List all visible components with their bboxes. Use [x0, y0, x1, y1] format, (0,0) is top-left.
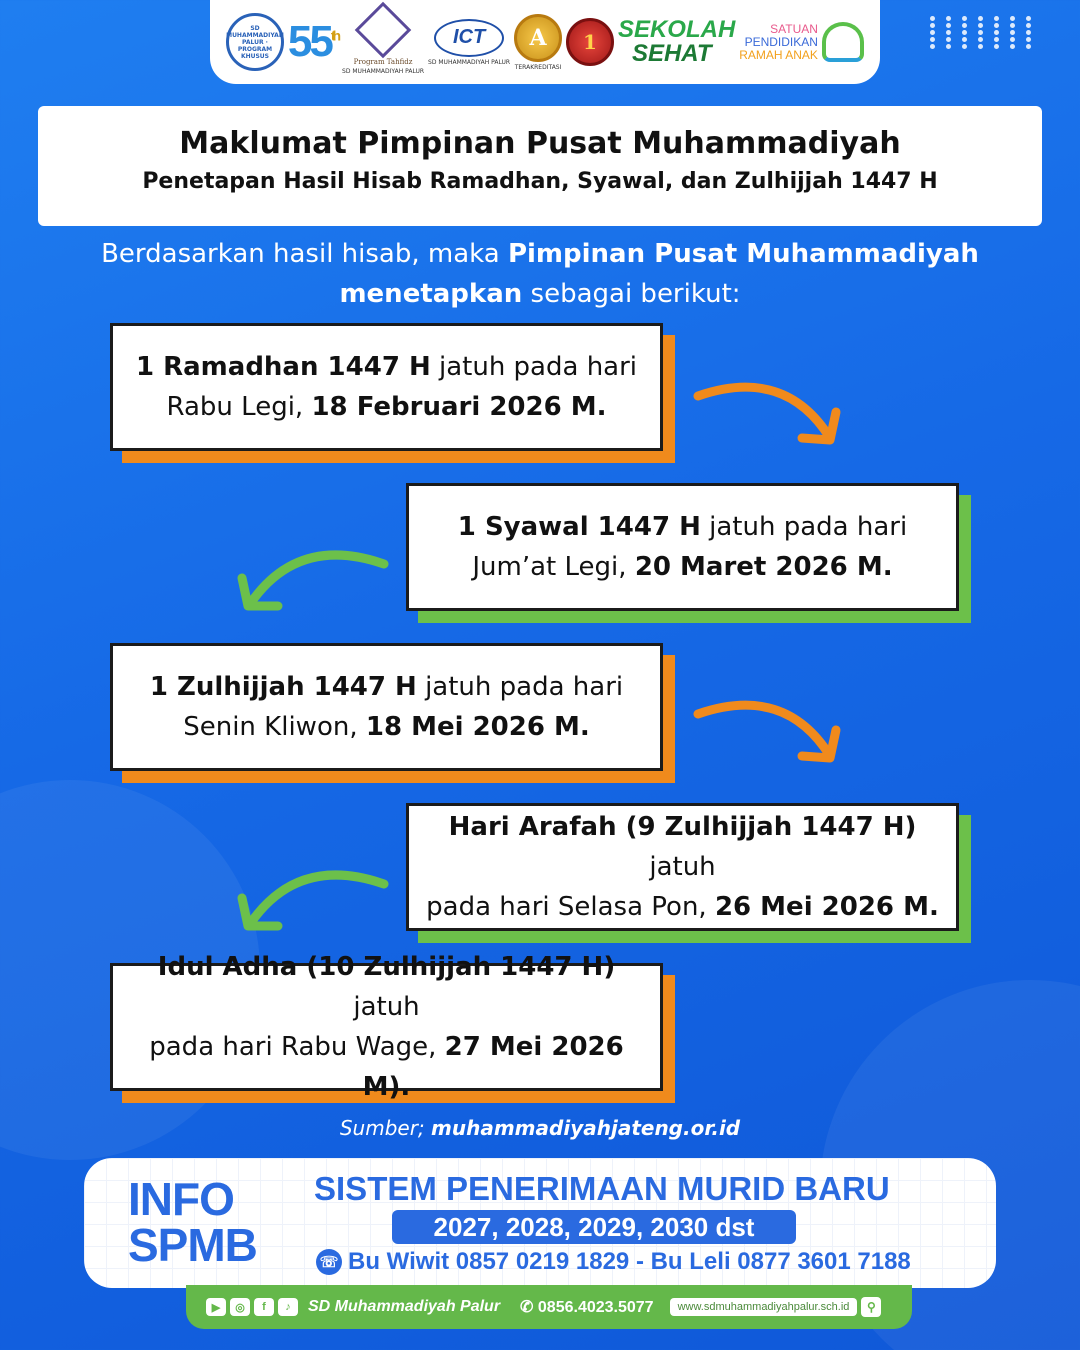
title-card [38, 106, 1042, 226]
ict-label: ICT [434, 19, 504, 57]
event-day: Senin Kliwon, [183, 712, 366, 742]
sekolah-text: SEKOLAH [617, 16, 736, 43]
event-date-bold: 1 Zulhijjah 1447 H [149, 672, 417, 702]
event-date-bold: Idul Adha (10 Zulhijjah 1447 H) [157, 952, 616, 982]
anniversary-logo [288, 17, 338, 67]
event-text: jatuh pada hari [416, 672, 624, 702]
event-card-idul-adha [110, 952, 663, 1102]
tahfidz-logo [342, 10, 424, 75]
event-text: jatuh [649, 852, 716, 882]
logo-bar [210, 0, 880, 84]
anniversary-number: 55 [287, 17, 331, 66]
school-emblem-icon [226, 13, 284, 71]
event-date-bold: 1 Ramadhan 1447 H [135, 352, 431, 382]
event-gregorian: 18 Februari 2026 M. [311, 392, 607, 422]
tiktok-icon[interactable]: ♪ [278, 1298, 298, 1316]
tahfidz-label: Program Tahfidz [353, 57, 413, 66]
satuan-text: SATUAN [770, 21, 818, 36]
accreditation-badge-icon: A [514, 14, 562, 62]
school-logo [226, 13, 284, 71]
sehat-text: SEHAT [631, 40, 712, 67]
event-text: jatuh pada hari [700, 512, 908, 542]
event-date-bold: Hari Arafah (9 Zulhijjah 1447 H) [448, 812, 917, 842]
dot-pattern [930, 16, 1040, 49]
event-gregorian: 20 Maret 2026 M. [634, 552, 893, 582]
source-label: Sumber; [339, 1116, 432, 1140]
spmb-years: 2027, 2028, 2029, 2030 dst [392, 1210, 796, 1244]
ict-sub: SD MUHAMMADIYAH PALUR [428, 58, 511, 66]
intro-part1: Berdasarkan hasil hisab, maka [101, 239, 508, 269]
event-gregorian: 26 Mei 2026 M. [714, 892, 939, 922]
ramah-anak-logo [739, 22, 864, 62]
intro-bold2: menetapkan [339, 279, 523, 309]
accreditation-logo [514, 14, 562, 71]
event-gregorian: 18 Mei 2026 M. [365, 712, 590, 742]
arrow-right-down-icon [690, 376, 850, 452]
school-name: SD Muhammadiyah Palur [308, 1298, 501, 1315]
intro-text [0, 234, 1080, 314]
info-text: INFO [128, 1173, 234, 1225]
event-date-bold: 1 Syawal 1447 H [457, 512, 701, 542]
event-day: Jum’at Legi, [472, 552, 635, 582]
contact-numbers: Bu Wiwit 0857 0219 1829 - Bu Leli 0877 3601 7188 [348, 1248, 911, 1275]
spmb-title: SISTEM PENERIMAAN MURID BARU [314, 1170, 890, 1207]
school-badge-text: SD MUHAMMADIYAH PALUR · PROGRAM KHUSUS [226, 24, 284, 60]
quality-badge-icon: 1 [566, 18, 614, 66]
arrow-right-down-icon [690, 694, 850, 770]
event-day: Rabu Legi, [166, 392, 312, 422]
event-gregorian: 27 Mei 2026 M). [362, 1032, 624, 1102]
intro-bold1: Pimpinan Pusat Muhammadiyah [507, 239, 979, 269]
spmb-banner [84, 1158, 996, 1288]
info-spmb-logo [128, 1173, 257, 1271]
tahfidz-sub: SD MUHAMMADIYAH PALUR [342, 67, 425, 75]
ict-logo [428, 19, 510, 66]
event-card-zulhijjah [110, 643, 663, 771]
source-line [0, 1116, 1080, 1140]
event-card-arafah [406, 803, 959, 931]
spmb-text: SPMB [128, 1219, 257, 1271]
event-text: jatuh pada hari [430, 352, 638, 382]
page-title: Maklumat Pimpinan Pusat Muhammadiyah [179, 126, 901, 161]
whatsapp-number: ✆ 0856.4023.5077 [520, 1299, 654, 1316]
intro-part2: sebagai berikut: [522, 279, 741, 309]
pendidikan-text: PENDIDIKAN [744, 34, 818, 49]
website-link[interactable]: www.sdmuhammadiyahpalur.sch.id [670, 1298, 858, 1316]
youtube-icon[interactable]: ▶ [206, 1298, 226, 1316]
event-day: pada hari Rabu Wage, [149, 1032, 445, 1062]
event-card-syawal [406, 483, 959, 611]
footer-bar [186, 1285, 912, 1329]
page-subtitle: Penetapan Hasil Hisab Ramadhan, Syawal, dan Zulhijjah 1447 H [142, 169, 938, 194]
tahfidz-star-icon [355, 1, 412, 58]
anniversary-suffix: th [330, 27, 339, 44]
facebook-icon[interactable]: f [254, 1298, 274, 1316]
event-text: jatuh [353, 992, 420, 1022]
phone-icon: ☏ [316, 1249, 342, 1275]
ramah-anak-text: RAMAH ANAK [739, 47, 818, 62]
accreditation-sub: TERAKREDITASI [514, 63, 562, 71]
sekolah-sehat-logo [618, 18, 735, 66]
arrow-left-down-icon [228, 860, 398, 938]
spmb-contacts [316, 1248, 911, 1276]
source-url: muhammadiyahjateng.or.id [431, 1116, 741, 1140]
ramah-anak-icon [822, 22, 864, 62]
instagram-icon[interactable]: ◎ [230, 1298, 250, 1316]
arrow-left-down-icon [228, 540, 398, 618]
event-card-ramadhan [110, 323, 663, 451]
search-icon[interactable]: ⚲ [861, 1297, 881, 1317]
whatsapp-value: 0856.4023.5077 [537, 1299, 654, 1316]
event-day: pada hari Selasa Pon, [426, 892, 715, 922]
quality-logo [566, 18, 614, 66]
